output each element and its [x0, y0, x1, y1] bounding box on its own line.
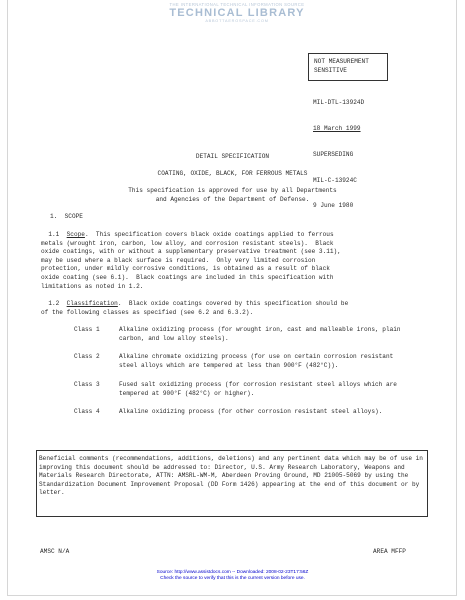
para-1-2-line-1: Black oxide coatings covered by this specification should be — [128, 300, 349, 307]
para-1-2-line-2: of the following classes as specified (see 6.2 and 6.3.2). — [41, 308, 254, 316]
source-line-1[interactable]: Source: http://www.assistdocs.com -- Downloaded: 2008-02-23T17:56Z — [156, 570, 309, 575]
approval-line-1: This specification is approved for use by all Departments — [128, 187, 337, 194]
para-1-1-keyword: Scope — [66, 231, 85, 238]
class-item-1 — [74, 326, 414, 344]
para-1-1-line-7: limitations as noted in 1.2. — [41, 282, 144, 290]
logo-tagline: THE INTERNATIONAL TECHNICAL INFORMATION SOURCE — [169, 2, 305, 7]
section-scope-heading: 1. SCOPE — [50, 213, 83, 220]
para-1-2-keyword: Classification — [66, 300, 118, 307]
nm-line-1: NOT MEASUREMENT — [314, 58, 369, 65]
doc-date: 18 March 1999 — [313, 124, 361, 132]
class-label: Class 2 — [74, 353, 100, 360]
not-measurement-text — [314, 58, 369, 75]
para-1-1-line-3: oxide coatings, with or without a supplementary preservative treatment (see 3.11), — [41, 248, 341, 256]
class-description: Fused salt oxidizing process (for corrosion resistant steel alloys which are tempered at 900°F (482°C) or higher). — [119, 381, 397, 397]
area-label: AREA MFFP — [373, 548, 406, 555]
logo-url: ABBOTTAEROSPACE.COM — [205, 19, 269, 23]
amsc-label: AMSC N/A — [40, 548, 70, 555]
source-line-2: Check the source to verify that this is the current version before use. — [160, 576, 305, 581]
para-1-1-line-5: protection, under mildly corrosive conditions, is obtained as a result of black — [41, 265, 330, 273]
class-item-3 — [74, 381, 414, 399]
class-label: Class 1 — [74, 326, 100, 333]
para-1-1-line-4: may be used where a black surface is required. Only very limited corrosion — [41, 256, 316, 264]
para-1-1-line-6: oxide coating (see 6.1). Black coatings are included in this specification with — [41, 274, 334, 281]
class-item-4 — [74, 408, 414, 426]
class-description: Alkaline chromate oxidizing process (for use on certain corrosion resistant steel alloys which are tempered at less than 900°F (482°C)). — [119, 353, 394, 369]
technical-library-logo — [142, 2, 332, 26]
doc-id: MIL-DTL-13924D — [313, 99, 365, 107]
class-label: Class 3 — [74, 381, 100, 388]
beneficial-comments-box — [36, 450, 428, 517]
para-1-2-number: 1.2 — [48, 300, 60, 307]
para-1-1-line-2: metals (wrought iron, carbon, low alloy, and corrosion resistant steels). Black — [41, 239, 334, 247]
superseding-label: SUPERSEDING — [313, 150, 354, 158]
class-label: Class 4 — [74, 408, 100, 415]
approval-line-2: and Agencies of the Department of Defense. — [155, 196, 310, 203]
class-description: Alkaline oxidizing process (for other corrosion resistant steel alloys). — [119, 408, 383, 415]
class-description: Alkaline oxidizing process (for wrought iron, cast and malleable irons, plain carbon, and low alloy steels). — [119, 326, 401, 342]
not-measurement-sensitive-box — [308, 53, 388, 81]
para-1-1: 1.1 Scope. This specification covers black oxide coatings applied to ferrous — [41, 231, 334, 240]
beneficial-comments-text: Beneficial comments (recommendations, additions, deletions) and any pertinent data which may be of use in improving this document should be addressed to: Director, U.S. Army Research Laboratory, Weapons and Materials Research Directorate, ATTN: AMSRL-WM-M, Aberdeen Proving Ground, MD 21005-5069 by using the Standardization Document Improvement Proposal (DD Form 1426) appearing at the end of this document or by letter. — [39, 455, 423, 497]
logo-title: TECHNICAL LIBRARY — [169, 7, 305, 19]
para-1-1-line-1: This specification covers black oxide coatings applied to ferrous — [95, 231, 334, 238]
superseded-id: MIL-C-13924C — [313, 176, 357, 184]
para-1-1-number: 1.1 — [48, 231, 60, 238]
class-item-2 — [74, 353, 414, 371]
nm-line-2: SENSITIVE — [314, 66, 347, 74]
superseded-date: 9 June 1980 — [313, 202, 354, 210]
para-1-2: 1.2 Classification. Black oxide coatings covered by this specification should be — [41, 300, 348, 309]
spec-heading: DETAIL SPECIFICATION — [195, 153, 270, 160]
spec-title: COATING, OXIDE, BLACK, FOR FERROUS METALS — [157, 170, 308, 177]
